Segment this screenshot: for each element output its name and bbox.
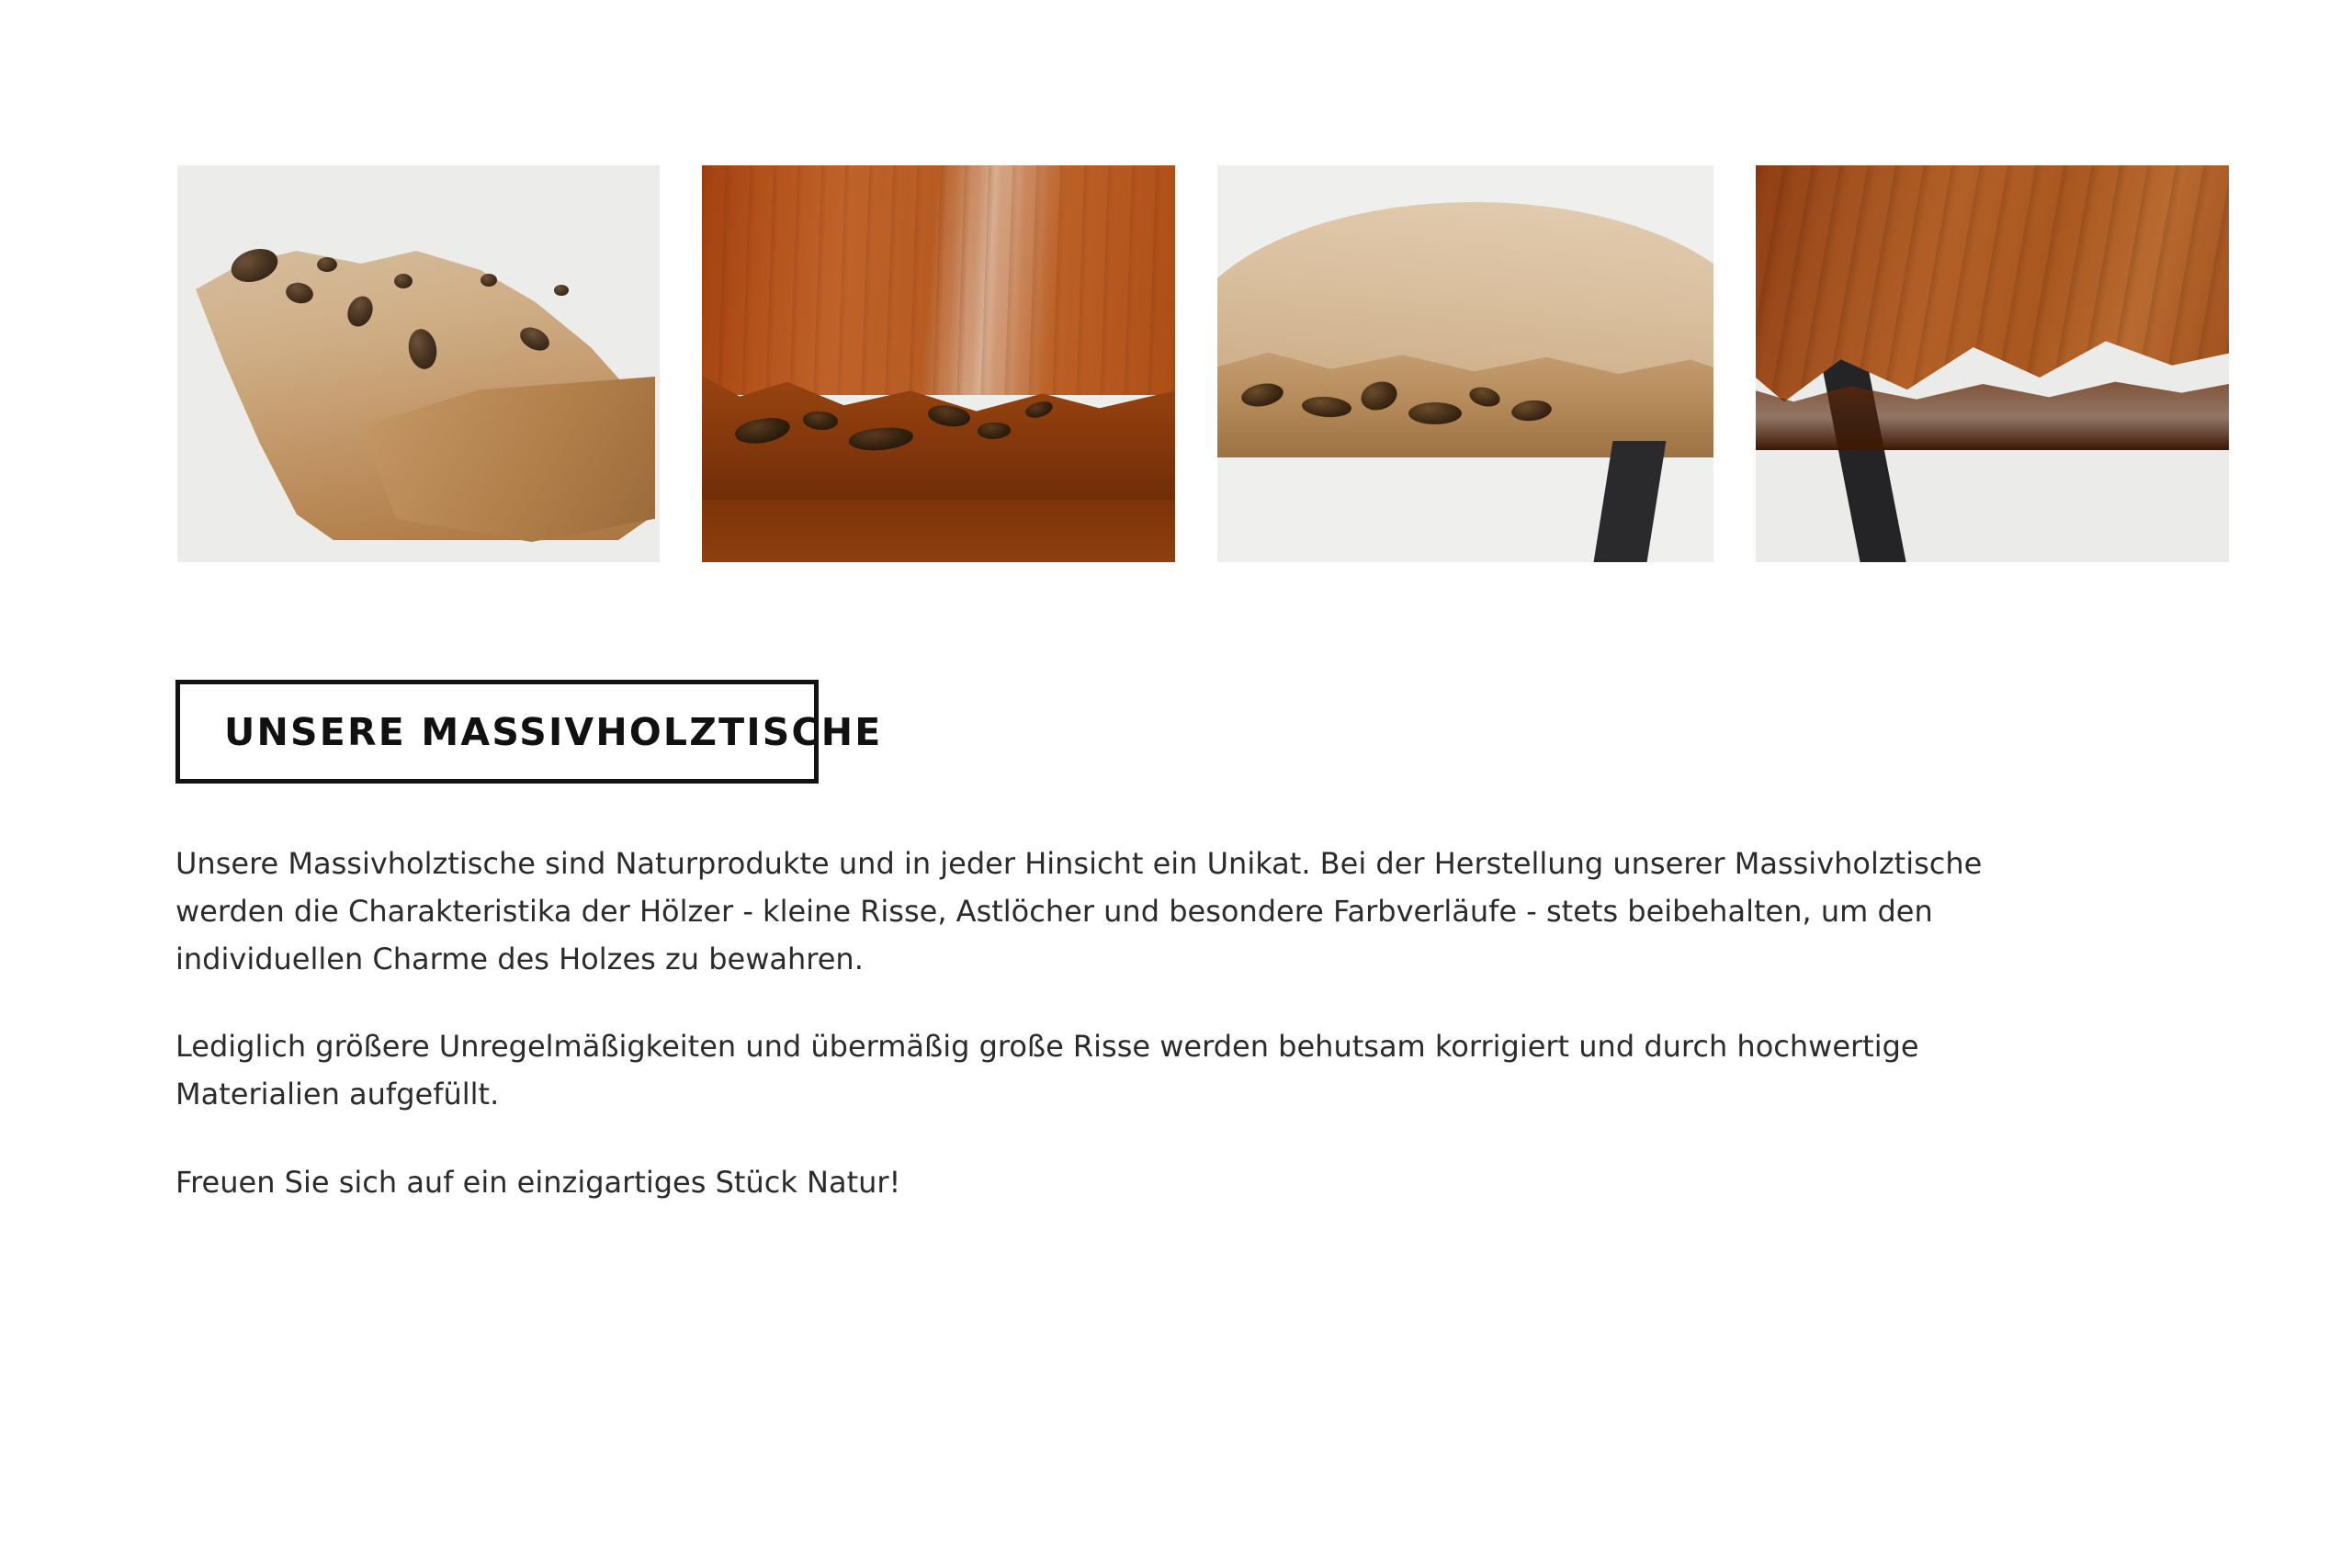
massivholz-detail-gallery xyxy=(177,165,2222,562)
headline-box xyxy=(175,680,883,784)
knot-hole xyxy=(554,285,569,296)
body-copy xyxy=(175,840,2041,1207)
gallery-image-4 xyxy=(1756,165,2229,562)
page-title: UNSERE MASSIVHOLZTISCHE xyxy=(224,709,883,754)
gallery-image-2 xyxy=(702,165,1175,562)
gallery-image-1 xyxy=(177,165,660,562)
paragraph-3: Freuen Sie sich auf ein einzigartiges Stück Natur! xyxy=(175,1165,901,1201)
gallery-image-3 xyxy=(1217,165,1713,562)
paragraph-2: Lediglich größere Unregelmäßigkeiten und übermäßig große Risse werden behutsam korrigiert und durch hochwertige Materialien aufgefüllt. xyxy=(175,1029,1919,1112)
knot-hole xyxy=(481,274,497,287)
knot-hole xyxy=(1408,402,1462,424)
knot-hole xyxy=(394,274,413,288)
knot-hole xyxy=(317,257,337,272)
table-edge-underside xyxy=(702,500,1175,562)
paragraph-1: Unsere Massivholztische sind Naturprodukte und in jeder Hinsicht ein Unikat. Bei der Herstellung unserer Massivholztische werden die Charakteristika der Hölzer - kleine Risse, Astlöcher und besondere Farbverläufe - stets beibehalten, um den individuellen Charme des Holzes zu bewahren. xyxy=(175,846,1983,976)
wood-grain-overlay xyxy=(702,165,1175,395)
